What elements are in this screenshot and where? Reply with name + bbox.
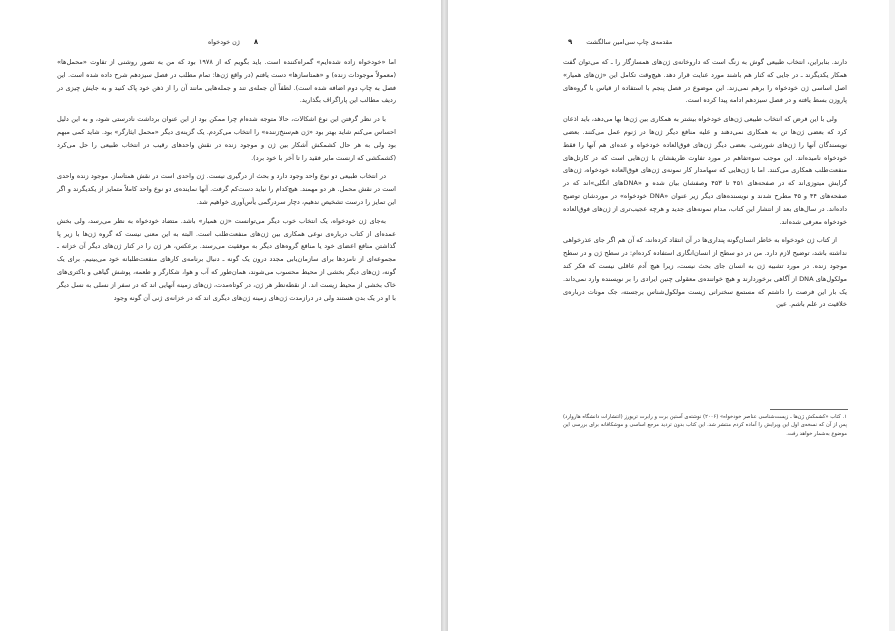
paragraph: ولی با این فرض که انتخاب طبیعی ژن‌های خودخواه بیشتر به همکاری بین ژن‌ها بها می‌دهد، باید اذعان کرد که بعضی ژن‌ها تن به همکاری نمی‌دهند و علیه منافع دیگر ژن‌ها در ژنوم عمل می‌کنند. بعضی نویسندگان آنها را ژن‌های شورشی، بعضی دیگر ژن‌های فوق‌العاده خودخواه و عده‌ای هم آنها را فقط خودخواه نامیده‌اند. این موجب سوءتفاهم در مورد تفاوت ظریفشان با ژن‌هایی است که در کارتل‌های منفعت‌طلب همکاری می‌کنند. اما با ژن‌هایی که سهامدار کار نمونه‌ی ژن‌های فوق‌العاده خودخواه، ژن‌های گرایش میتوزی‌اند که در صفحه‌های ۴۵۱ تا ۴۵۳ وصفشان بیان شده و «DNAهای انگلی»اند که در صفحه‌های ۴۴ و ۴۵ مطرح شدند و نویسنده‌های دیگر زیر عنوان «DNA خودخواه» در موردشان توضیح داده‌اند. در سال‌های بعد از انتشار این کتاب، مدام نمونه‌های جدید و هرچه عجیب‌تری از ژن‌های فوق‌العاده خودخواه معرفی شده‌اند. [563,115,848,226]
paragraph: به‌جای ژن خودخواه، یک انتخاب خوب دیگر می‌توانست «ژن همیار» باشد. متضاد خودخواه به نظر می‌رسد، ولی بخش عمده‌ای از کتاب درباره‌ی نوعی همکاری بین ژن‌های منفعت‌طلب است. البته به این معنی نیست که گروه ژن‌ها با زیر پا گذاشتن منافع اعضای خود یا منافع گروه‌های دیگر به موفقیت می‌رسند. برعکس، هر ژن را در کنار ژن‌های دیگر آن خزانه ـ مجموعه‌ای از نامزدها برای سازمان‌یابی مجدد درون یک گونه ـ دنبال برنامه‌ی کارهای منفعت‌طلبانه خود می‌بینیم. برای یک گونه، ژن‌های دیگر بخشی از محیط محسوب می‌شوند، همان‌طور که آب و هوا، شکارگر و طعمه، پوشش گیاهی و باکتری‌های خاک بخشی از محیط زیست اند. از نقطه‌نظر هر ژن، در کوتاه‌مدت، ژن‌های زمینه آنهایی اند که در سفر از نسلی به نسل دیگر با او در یک بدن هستند ولی در درازمدت ژن‌های زمینه ژن‌های دیگری اند که در خزانه‌ی ژنی آن گونه وجود [57,216,396,302]
paragraph: دارند. بنابراین، انتخاب طبیعی گوش به زنگ است که داروخانه‌ی ژن‌های همسازگار را ـ که می‌توان گفت همکار یکدیگرند ـ در جایی که کنار هم باشند مورد عنایت قرار دهد. هیچ‌وقت تکامل این «ژن‌های همیار» اصل اساسی ژن خودخواه را برهم نمی‌زند. این موضوع در فصل پنجم با استفاده از قیاس با گروه‌های پاروزن بسط یافته و در فصل سیزدهم ادامه پیدا کرده است. [563,58,847,105]
left-running-title: ژن خودخواه [208,38,240,46]
book-spine [441,0,448,631]
right-running-title: مقدمه‌ی چاپ سی‌امین سالگشت [586,38,673,46]
right-page-number: ۹ [568,38,573,46]
footnote-divider [770,409,848,410]
paragraph: با در نظر گرفتن این نوع اشکالات، حالا متوجه شده‌ام چرا ممکن بود از این عنوان برداشت نادرستی شود، و به این دلیل احساس می‌کنم شاید بهتر بود «ژن هم‌سنخ‌زننده» را انتخاب می‌کردم. یک گزینه‌ی دیگر «محمل ایثارگر» بود. شاید کمی مبهم بود ولی به هر حال کشمکش آشکار بین ژن و موجود زنده در نقش واحدهای رقیب در انتخاب طبیعی را حل می‌کرد (کشمکشی که ارنست مایر فقید را تا آخر با خود برد). [57,115,396,162]
paragraph: اما «خودخواه زاده شده‌ایم» گمراه‌کننده است. باید بگویم که از ۱۹۷۸ بود که من به تصور روشنی از تفاوت «محمل‌ها» (معمولاً موجودات زنده) و «همتاسازها» دست یافتم (در واقع ژن‌ها: تمام مطلب در فصل سیزدهم شرح داده شده است. این فصل به چاپ دوم اضافه شده است). لطفاً آن جمله‌ی تند و جمله‌هایی مانند آن را از ذهن خود پاک کنید و به جایش چیزی در ردیف مطالب این پاراگراف بگذارید. [57,58,396,105]
paragraph: از کتاب ژن خودخواه به خاطر انسان‌گونه پنداری‌ها در آن انتقاد کرده‌اند، که آن هم اگر جای عذرخواهی نداشته باشد، توضیح لازم دارد. من در دو سطح از انسان‌انگاری استفاده کرده‌ام: در سطح ژن و در سطح موجود زنده. در مورد تشبیه ژن به انسان جای بحث نیست، زیرا هیچ آدم عاقلی نیست که فکر کند مولکول‌های DNA از آگاهی برخوردارند و هیچ خواننده‌ی معقولی چنین ایرادی را بر نویسنده وارد نمی‌داند. یک بار این فرصت را داشتم که مستمع سخنرانی زیست مولکول‌شناس برجسته، جک مونات درباره‌ی خلاقیت در علم باشم. عین [563,236,847,309]
right-page-body [563,56,847,317]
left-page [0,0,441,631]
left-page-number: ۸ [253,38,259,46]
right-page-header [568,36,672,48]
paragraph: در انتخاب طبیعی دو نوع واحد وجود دارد و بحث از درگیری نیست. ژن واحدی است در نقش همتاساز. موجود زنده واحدی است در نقش محمل. هر دو مهمند. هیچ‌کدام را نباید دست‌کم گرفت. آنها نماینده‌ی دو نوع واحد کاملاً متمایز از یکدیگرند و اگر این تمایز را درست تشخیص ندهیم، دچار سردرگمی یأس‌آوری خواهیم شد. [57,172,396,206]
left-page-header [208,36,258,48]
footnote: ۱. کتاب «کشمکش ژن‌ها ـ زیست‌شناسی عناصر خودخواه» (۲۰۰۶) نوشته‌ی آستین برت و رابرت تریورز (انتشارات دانشگاه هاروارد) پس از آن که نسخه‌ی اول این ویرایش را آماده کردم منتشر شد. این کتاب بدون تردید مرجع اساسی و موشکافانه برای بررسی این موضوع به‌شمار خواهد رفت. [563,414,847,437]
right-page [448,0,889,631]
left-page-body [57,56,396,310]
